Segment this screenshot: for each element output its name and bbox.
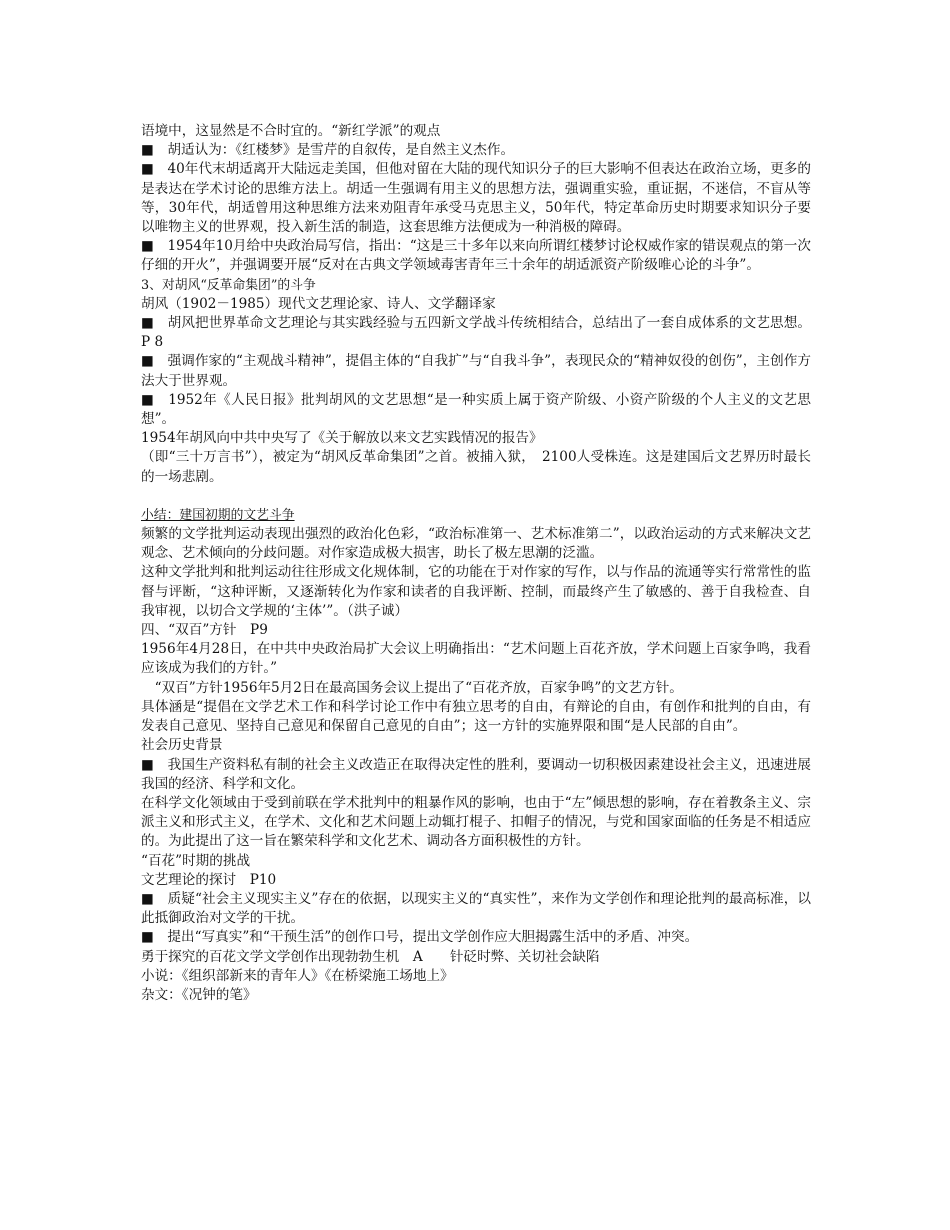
bullet-paragraph: ■ 提出“写真实”和“干预生活”的创作口号，提出文学创作应大胆揭露生活中的矛盾、冲突。 — [141, 929, 699, 946]
bullet-paragraph: ■ 我国生产资料私有制的社会主义改造正在取得决定性的胜利，要调动一切积极因素建设社会主义，迅速进展我国的经济、科学和文化。 — [141, 756, 811, 792]
paragraph: 文艺理论的探讨 P10 — [141, 871, 277, 888]
document-page — [141, 122, 811, 1005]
paragraph: “双百”方针1956年5月2日在最高国务会议上提出了“百花齐放，百家争鸣”的文艺方针。 — [141, 679, 683, 696]
section-heading: 3、对胡风“反革命集团”的斗争 — [141, 277, 316, 293]
paragraph: 具体涵是“提倡在文学艺术工作和科学讨论工作中有独立思考的自由，有辩论的自由，有创作和批判的自由，有发表自己意见、坚持自己意见和保留自己意见的自由”；这一方针的实施界限和围“是人民部的自由”。 — [141, 698, 811, 735]
paragraph: （即“三十万言书”），被定为“胡风反革命集团”之首。被捕入狱， 2100人受株连。这是建国后文艺界历时最长的一场悲剧。 — [141, 449, 811, 485]
bullet-paragraph: ■ 1954年10月给中央政治局写信，指出：“这是三十多年以来向所谓红楼梦讨论权威作家的错误观点的第一次仔细的开火”，并强调要开展“反对在古典文学领域毒害青年三十余年的胡适派资产阶级唯心论的斗争”。 — [141, 238, 811, 274]
paragraph: 频繁的文学批判运动表现出强烈的政治化色彩，“政治标准第一、艺术标准第二”，以政治运动的方式来解决文艺观念、艺术倾向的分歧问题。对作家造成极大损害，助长了极左思潮的泛滥。 — [141, 526, 811, 562]
bullet-paragraph: ■ 胡风把世界革命文艺理论与其实践经验与五四新文学战斗传统相结合，总结出了一套自成体系的文艺思想。P 8 — [141, 315, 811, 351]
paragraph: 杂文：《况钟的笔》 — [141, 986, 257, 1003]
bullet-paragraph: ■ 强调作家的“主观战斗精神”，提倡主体的“自我扩”与“自我斗争”，表现民众的“精神奴役的创伤”，主创作方法大于世界观。 — [141, 353, 811, 389]
summary-heading: 小结：建国初期的文艺斗争 — [141, 507, 295, 523]
paragraph: “百花”时期的挑战 — [141, 852, 251, 869]
paragraph: 语境中，这显然是不合时宜的。“新红学派”的观点 — [141, 123, 441, 139]
paragraph: 社会历史背景 — [141, 737, 223, 754]
spacer — [141, 487, 811, 506]
paragraph: 胡风（1902－1985）现代文艺理论家、诗人、文学翻译家 — [141, 295, 496, 312]
paragraph: 1954年胡风向中共中央写了《关于解放以来文艺实践情况的报告》 — [141, 430, 543, 447]
bullet-paragraph: ■ 40年代末胡适离开大陆远走美国，但他对留在大陆的现代知识分子的巨大影响不但表达在政治立场，更多的是表达在学术讨论的思维方法上。胡适一生强调有用主义的思想方法，强调重实验，重证据，不迷信，不盲从等等，30年代，胡适曾用这种思维方法来劝阻青年承受马克思主义，50年代，特定革命历史时期要求知识分子要以唯物主义的世界观，投入新生活的制造，这套思维方法便成为一种消极的障碍。 — [141, 161, 811, 236]
paragraph: 小说：《组织部新来的青年人》《在桥梁施工场地上》 — [141, 967, 454, 984]
bullet-paragraph: ■ 质疑“社会主义现实主义”存在的依据，以现实主义的“真实性”，来作为文学创作和理论批判的最高标准，以此抵御政治对文学的干扰。 — [141, 890, 811, 927]
paragraph: 这种文学批判和批判运动往往形成文化规体制，它的功能在于对作家的写作，以与作品的流通等实行常常性的监督与评断，“这种评断，又逐渐转化为作家和读者的自我评断、控制，而最终产生了敏感的、善于自我检查、自我审视，以切合文学规的‘主体’”。（洪子诚） — [141, 564, 811, 619]
paragraph: 勇于探究的百花文学文学创作出现勃勃生机 A 针砭时弊、关切社会缺陷 — [141, 948, 600, 965]
bullet-paragraph: ■ 1952年《人民日报》批判胡风的文艺思想“是一种实质上属于资产阶级、小资产阶级的个人主义的文艺思想”。 — [141, 391, 811, 428]
section-heading: 四、“双百”方针 P9 — [141, 622, 268, 639]
paragraph: 在科学文化领域由于受到前联在学术批判中的粗暴作风的影响，也由于“左”倾思想的影响，存在着教条主义、宗派主义和形式主义，在学术、文化和艺术问题上动辄打棍子、扣帽子的情况，与党和国家面临的任务是不相适应的。为此提出了这一旨在繁荣科学和文化艺术、调动各方面积极性的方针。 — [141, 794, 811, 850]
paragraph: 1956年4月28日，在中共中央政治局扩大会议上明确指出：“艺术问题上百花齐放，学术问题上百家争鸣，我看应该成为我们的方针。” — [141, 641, 811, 677]
bullet-paragraph: ■ 胡适认为：《红楼梦》是雪芹的自叙传，是自然主义杰作。 — [141, 142, 515, 159]
